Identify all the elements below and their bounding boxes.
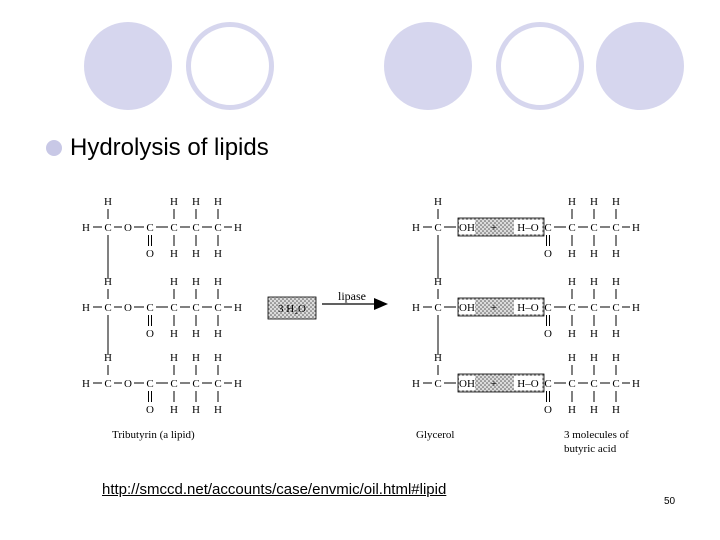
tributyrin-molecule [82, 196, 242, 416]
bullet-item [46, 134, 269, 162]
hydrogen-atom: H [82, 378, 90, 390]
hydroxyl-group: H–O [517, 222, 539, 234]
hydrogen-atom: H [170, 352, 178, 364]
decorative-ring [496, 22, 584, 110]
carbon-atom: C [590, 302, 598, 314]
carbon-atom: C [170, 378, 178, 390]
carbon-atom: C [434, 222, 442, 234]
oxygen-atom: O [544, 328, 552, 340]
hydrogen-atom: H [170, 276, 178, 288]
hydrogen-atom: H [568, 248, 576, 260]
oxygen-atom: O [124, 378, 132, 390]
hydrogen-atom: H [590, 196, 598, 208]
butyric-caption-line2: butyric acid [564, 443, 617, 455]
carbon-atom: C [544, 222, 552, 234]
hydrogen-atom: H [612, 196, 620, 208]
carbon-atom: C [146, 302, 154, 314]
hydrogen-atom: H [568, 352, 576, 364]
decorative-circle [84, 22, 172, 110]
hydrogen-atom: H [214, 276, 222, 288]
plus-sign: + [490, 378, 498, 390]
hydrogen-atom: H [104, 276, 112, 288]
carbon-atom: C [568, 378, 576, 390]
products-molecules [412, 196, 640, 416]
hydrogen-atom: H [434, 352, 442, 364]
oxygen-atom: O [544, 248, 552, 260]
carbon-atom: C [612, 378, 620, 390]
carbon-atom: C [214, 302, 222, 314]
oxygen-atom: O [124, 302, 132, 314]
hydrogen-atom: H [82, 222, 90, 234]
carbon-atom: C [568, 222, 576, 234]
hydrogen-atom: H [192, 276, 200, 288]
hydrogen-atom: H [192, 328, 200, 340]
bullet-icon [46, 140, 62, 156]
hydrogen-atom: H [214, 196, 222, 208]
carbon-atom: C [612, 302, 620, 314]
hydroxyl-group: OH [459, 302, 475, 314]
butyric-caption-line1: 3 molecules of [564, 429, 629, 441]
carbon-atom: C [612, 222, 620, 234]
source-link[interactable]: http://smccd.net/accounts/case/envmic/oil.html#lipid [102, 481, 447, 498]
hydrogen-atom: H [612, 276, 620, 288]
hydrogen-atom: H [170, 248, 178, 260]
carbon-atom: C [192, 378, 200, 390]
carbon-atom: C [104, 222, 112, 234]
hydrogen-atom: H [234, 378, 242, 390]
hydrogen-atom: H [214, 404, 222, 416]
hydrogen-atom: H [104, 196, 112, 208]
hydrolysis-diagram [60, 180, 660, 470]
tributyrin-caption: Tributyrin (a lipid) [112, 429, 195, 441]
hydrogen-atom: H [412, 378, 420, 390]
decorative-circle [596, 22, 684, 110]
hydrogen-atom: H [568, 328, 576, 340]
hydrogen-atom: H [192, 196, 200, 208]
hydrogen-atom: H [192, 352, 200, 364]
carbon-atom: C [214, 222, 222, 234]
carbon-atom: C [146, 378, 154, 390]
carbon-atom: C [590, 378, 598, 390]
slide-heading: Hydrolysis of lipids [70, 134, 269, 161]
oxygen-atom: O [146, 248, 154, 260]
hydrogen-atom: H [214, 328, 222, 340]
hydroxyl-group: H–O [517, 378, 539, 390]
hydroxyl-group: OH [459, 222, 475, 234]
hydrogen-atom: H [590, 328, 598, 340]
hydrogen-atom: H [612, 328, 620, 340]
glycerol-caption: Glycerol [416, 429, 455, 441]
hydrogen-atom: H [170, 196, 178, 208]
hydrogen-atom: H [612, 404, 620, 416]
hydrogen-atom: H [568, 196, 576, 208]
hydrogen-atom: H [612, 352, 620, 364]
hydrogen-atom: H [192, 404, 200, 416]
hydrogen-atom: H [434, 276, 442, 288]
hydrogen-atom: H [234, 302, 242, 314]
hydrogen-atom: H [590, 248, 598, 260]
hydrogen-atom: H [104, 352, 112, 364]
lipase-label: lipase [338, 289, 366, 303]
hydrogen-atom: H [170, 328, 178, 340]
hydrogen-atom: H [170, 404, 178, 416]
hydrogen-atom: H [590, 404, 598, 416]
hydroxyl-group: OH [459, 378, 475, 390]
oxygen-atom: O [544, 404, 552, 416]
hydrogen-atom: H [612, 248, 620, 260]
carbon-atom: C [104, 378, 112, 390]
hydrogen-atom: H [568, 404, 576, 416]
hydrogen-atom: H [632, 302, 640, 314]
hydrogen-atom: H [214, 248, 222, 260]
page-number: 50 [664, 496, 676, 507]
hydrogen-atom: H [632, 378, 640, 390]
carbon-atom: C [170, 302, 178, 314]
oxygen-atom: O [146, 328, 154, 340]
hydrogen-atom: H [632, 222, 640, 234]
carbon-atom: C [434, 378, 442, 390]
carbon-atom: C [544, 302, 552, 314]
carbon-atom: C [170, 222, 178, 234]
water-label: 3 H₂O [278, 303, 306, 315]
reaction-arrow-head [374, 298, 388, 310]
carbon-atom: C [568, 302, 576, 314]
carbon-atom: C [590, 222, 598, 234]
hydrogen-atom: H [590, 352, 598, 364]
carbon-atom: C [214, 378, 222, 390]
hydrogen-atom: H [234, 222, 242, 234]
hydrogen-atom: H [590, 276, 598, 288]
oxygen-atom: O [124, 222, 132, 234]
carbon-atom: C [544, 378, 552, 390]
plus-sign: + [490, 302, 498, 314]
plus-sign: + [490, 222, 498, 234]
hydrogen-atom: H [214, 352, 222, 364]
carbon-atom: C [146, 222, 154, 234]
carbon-atom: C [192, 222, 200, 234]
carbon-atom: C [192, 302, 200, 314]
oxygen-atom: O [146, 404, 154, 416]
hydrogen-atom: H [412, 302, 420, 314]
carbon-atom: C [104, 302, 112, 314]
decorative-circle [384, 22, 472, 110]
hydroxyl-group: H–O [517, 302, 539, 314]
hydrogen-atom: H [434, 196, 442, 208]
hydrogen-atom: H [412, 222, 420, 234]
hydrogen-atom: H [82, 302, 90, 314]
hydrogen-atom: H [192, 248, 200, 260]
decorative-ring [186, 22, 274, 110]
hydrogen-atom: H [568, 276, 576, 288]
carbon-atom: C [434, 302, 442, 314]
